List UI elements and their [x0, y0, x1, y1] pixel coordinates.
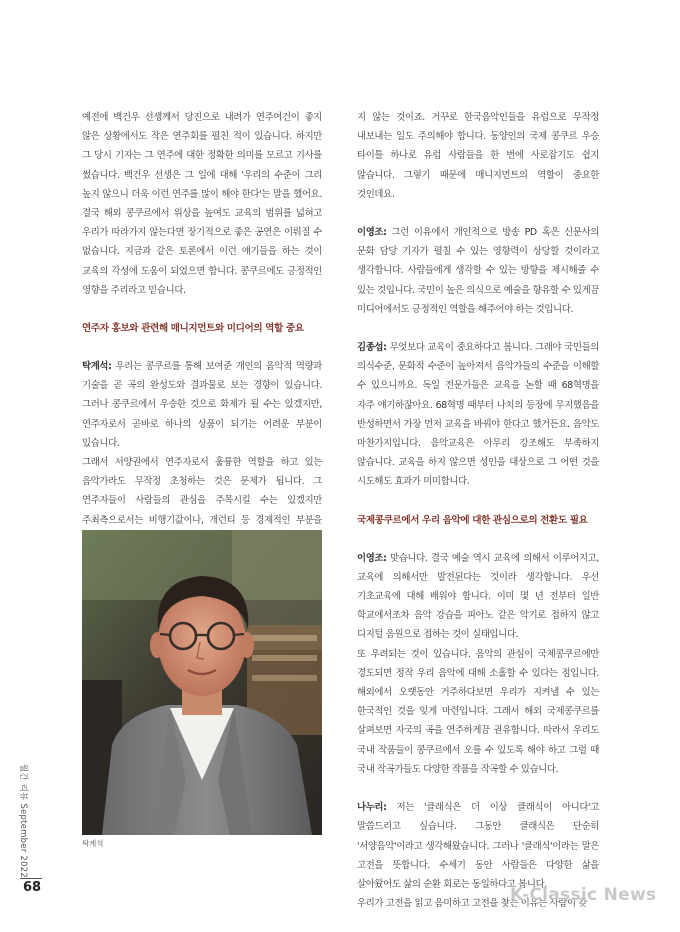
speaker-text: 그런 이유에서 개인적으로 방송 PD 혹은 신문사의 문화 담당 기자가 펼칠 수 있는 영향력이 상당할 것이라고 생각합니다. 사람들에게 생각할 수 있는 방향을 제시해줄 수 있는 것입니다. 국민이 높은 의식으로 예술을 향유할 수 있게끔 미디어에서도 긍정적인 역할을 해주어야 하는 것입니다. [357, 227, 599, 315]
speaker-text: 맞습니다. 결국 예술 역시 교육에 의해서 이루어지고, 교육에 의해서만 발전된다는 것이라 생각합니다. 우선 기초교육에 대해 배워야 합니다. 이미 몇 년 전부터 일반 학교에서조차 음악 강습을 피아노 같은 악기로 접하지 않고 디지털 음원으로 접하는 것이 실태입니다. [357, 552, 599, 641]
speaker-label: 나누리: [357, 802, 387, 814]
speaker-label: 이영조: [357, 227, 387, 239]
speaker-text: 저는 '클래식은 더 이상 클래식이 아니다'고 말씀드리고 싶습니다. 그동안 클래식은 단순히 '서양음악'이라고 생각해왔습니다. 그러나 '클래식'이라는 말은 고전을 뜻합니다. 수세기 동안 사람들은 다양한 삶을 살아왔어도 삶의 순환 회로는 동일하다고 봅니다. [357, 802, 599, 890]
right-column [357, 108, 599, 913]
speaker-label: 이영조: [357, 552, 387, 564]
running-head: 월간 리뷰 September 2022 [19, 764, 29, 878]
body-paragraph [357, 223, 599, 319]
speaker-label: 탁계석: [82, 361, 112, 373]
body-paragraph: 그래서 서양권에서 연주자로서 훌륭한 역할을 하고 있는 음악가라도 무작정 초청하는 것은 문제가 됩니다. 그 연주자들이 사람들의 관심을 주목시킬 수는 있겠지만 주최측으로서는 비행기값이나, 개런티 등 경제적인 부분을 [82, 457, 322, 526]
left-column [82, 108, 322, 549]
speaker-text: 무엇보다 교육이 중요하다고 봅니다. 그래야 국민들의 의식수준, 문화적 수준이 높아져서 음악가들의 수준을 이해할 수 있으니까요. 독일 전문가들은 교육을 논할 때 68혁명을 자주 얘기하잖아요. 68혁명 때부터 나치의 등장에 무지했음을 반성하면서 가장 먼저 교육을 바꿔야 한다고 했거든요. 음악도 마찬가지입니다. 음악교육은 아무리 강조해도 부족하지 않습니다. 교육을 하지 않으면 성인을 대상으로 그 어떤 것을 시도해도 효과가 미미합니다. [357, 342, 599, 488]
body-paragraph: 또 우려되는 것이 있습니다. 음악의 관심이 국제콩쿠르에만 경도되면 정작 우리 음악에 대해 소홀할 수 있다는 점입니다. 해외에서 오랫동안 거주하다보면 우리가 지켜낼 수 있는 한국적인 것을 잊게 마련입니다. 그래서 해외 국제콩쿠르를 살펴보면 자국의 곡을 연주하게끔 권유합니다. 따라서 우리도 국내 작품들이 콩쿠르에서 오를 수 있도록 해야 하고 그럴 때 국내 작곡가들도 다양한 작품을 작곡할 수 있습니다. [357, 648, 599, 775]
page-number-rule [20, 878, 42, 879]
speaker-label: 김종섭: [357, 342, 387, 354]
body-paragraph [357, 798, 599, 894]
body-paragraph: 예전에 백건우 선생께서 당진으로 내려가 연주여건이 좋지 않은 상황에서도 작은 연주회를 펼친 적이 있습니다. 하지만 그 당시 기자는 그 연주에 대한 정확한 의미를 모르고 기사를 썼습니다. 백건우 선생은 그 일에 대해 '우리의 수준이 그리 높지 않으니 더욱 이런 연주를 많이 해야 한다'는 말을 했어요. 결국 해외 콩쿠르에서 위상을 높여도 교육의 범위를 넓혀고 우리가 따라가지 않는다면 장기적으로 좋은 공연은 이뤄질 수 없습니다. 지금과 같은 토론에서 이런 얘기들을 하는 것이 교육의 각성에 도움이 되었으면 합니다. 콩쿠르에도 긍정적인 영향을 주리라고 믿습니다. [82, 112, 322, 296]
body-paragraph: 우리가 고전을 읽고 음미하고 고전을 찾는 이유는 사람이 갖 [357, 898, 587, 910]
speaker-text: 우리는 콩쿠르를 통해 보여준 개인의 음악적 역량과 기술을 곧 곡의 완성도와 결과물로 보는 경향이 있습니다. 그러나 콩쿠르에서 우승한 것으로 화제가 될 수는 있겠지만, 연주자로서 곧바로 하나의 상품이 되기는 어려운 부분이 있습니다. [82, 361, 322, 449]
body-paragraph [357, 549, 599, 645]
watermark-logo: K-Classic News [510, 885, 657, 905]
body-paragraph [82, 357, 322, 453]
section-heading: 연주자 홍보와 관련해 매니지먼트와 미디어의 역할 중요 [82, 323, 304, 335]
page-number: 68 [22, 880, 42, 895]
photo-caption: 탁계석 [82, 839, 104, 848]
section-heading: 국제콩쿠르에서 우리 음악에 대한 관심으로의 전환도 필요 [357, 514, 588, 526]
portrait-photo [82, 530, 322, 835]
body-paragraph [357, 338, 599, 492]
body-paragraph: 지 않는 것이죠. 거꾸로 한국음악인들을 유럽으로 무작정 내보내는 일도 주의해야 합니다. 동양인의 국제 콩쿠르 우승 타이틀 하나로 유럽 사람들을 한 번에 사로잡기도 쉽지 않습니다. 그렇기 때문에 매니지먼트의 역할이 중요한 것인데요. [357, 112, 599, 200]
